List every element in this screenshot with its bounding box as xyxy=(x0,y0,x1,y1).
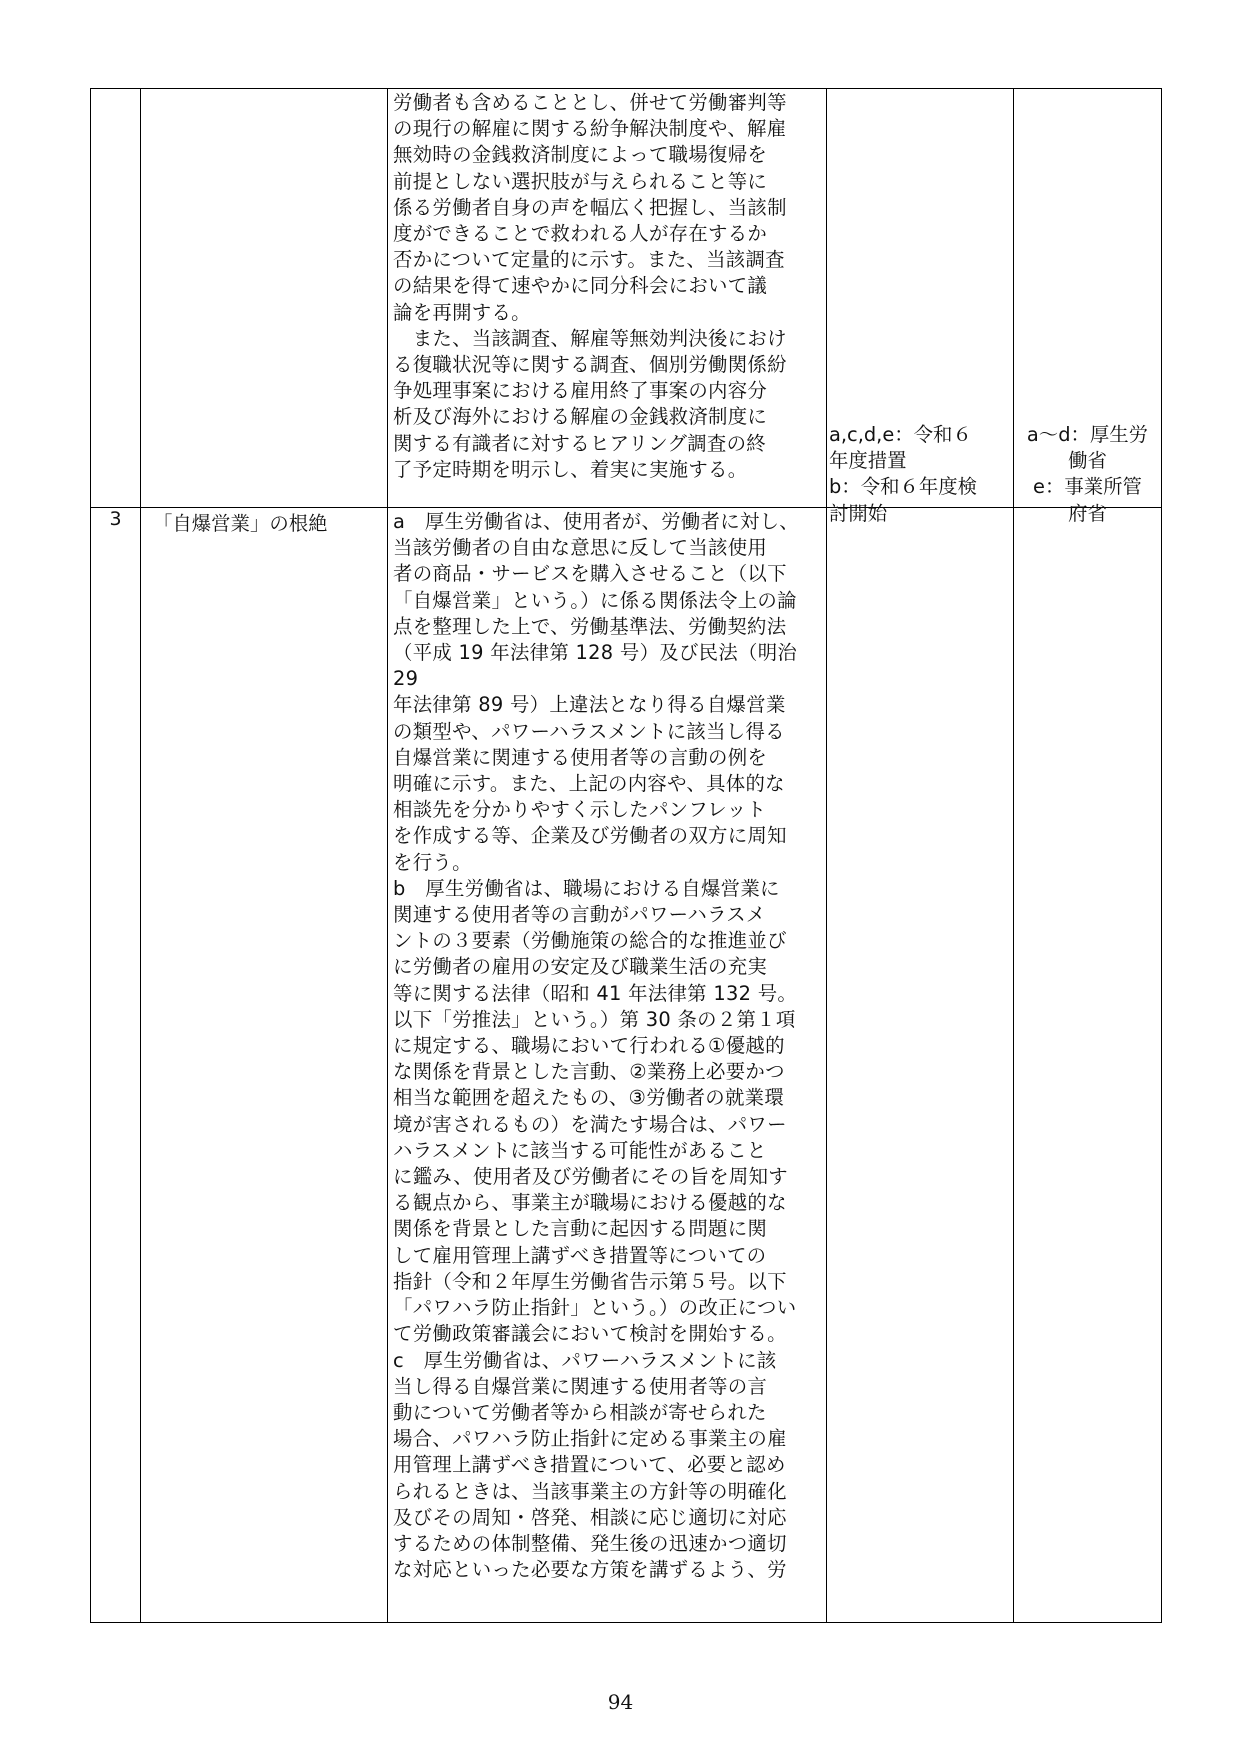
item-number: 3 xyxy=(109,508,122,530)
item-number-cell xyxy=(91,508,141,1623)
item-name-cell xyxy=(141,508,388,1623)
measure-content: 労働者も含めることとし、併せて労働審判等 の現行の解雇に関する紛争解決制度や、解雇 無効時の金銭救済制度によって職場復帰を 前提としない選択肢が与えられること等に 係る労働者自身の声を幅広く把握し、当該制 度ができることで救われる人が存在するか 否かについて定量的に示す。また、当該調査 の結果を得て速やかに同分科会において議 論を再開する。 また、当該調査、解雇等無効判決後におけ る復職状況等に関する調査、個別労働関係紛 争処理事案における雇用終了事案の内容分 析及び海外における解雇の金銭救済制度に 関する有識者に対するヒアリング調査の終 了予定時期を明示し、着実に実施する。 xyxy=(393,91,787,481)
responsible-agency: a～d：厚生労 働省 e：事業所管 府省 xyxy=(1026,423,1149,525)
measure-content: a 厚生労働省は、使用者が、労働者に対し、 当該労働者の自由な意思に反して当該使用 者の商品・サービスを購入させること（以下 「自爆営業」という。）に係る関係法令上の論 点を整理した上で、労働基準法、労働契約法 （平成 19 年法律第 128 号）及び民法（明治 29 年法律第 89 号）上違法となり得る自爆営業 の類型や、パワーハラスメントに該当し得る 自爆営業に関連する使用者等の言動の例を 明確に示す。また、上記の内容や、具体的な 相談先を分かりやすく示したパンフレット を作成する等、企業及び労働者の双方に周知 を行う。 b 厚生労働省は、職場における自爆営業に 関連する使用者等の言動がパワーハラスメ ントの３要素（労働施策の総合的な推進並び に労働者の雇用の安定及び職業生活の充実 等に関する法律（昭和 41 年法律第 132 号。 以下「労推法」という。）第 30 条の２第１項 に規定する、職場において行われる①優越的 な関係を背景とした言動、②業務上必要かつ 相当な範囲を超えたもの、③労働者の就業環 境が害されるもの）を満たす場合は、パワー ハラスメントに該当する可能性があること に鑑み、使用者及び労働者にその旨を周知す る観点から、事業主が職場における優越的な 関係を背景とした言動に起因する問題に関 して雇用管理上講ずべき措置等についての 指針（令和２年厚生労働省告示第５号。以下 「パワハラ防止指針」という。）の改正につい て労働政策審議会において検討を開始する。 c 厚生労働省は、パワーハラスメントに該 当し得る自爆営業に関連する使用者等の言 動について労働者等から相談が寄せられた 場合、パワハラ防止指針に定める事業主の雇 用管理上講ずべき措置について、必要と認め られるときは、当該事業主の方針等の明確化 及びその周知・啓発、相談に応じ適切に対応 するための体制整備、発生後の迅速かつ適切 な対応といった必要な方策を講ずるよう、労 xyxy=(393,510,799,1582)
content-cell xyxy=(388,89,827,508)
measures-table xyxy=(90,88,1162,1623)
page-number: 94 xyxy=(607,1690,634,1714)
agency-cell xyxy=(1014,423,1162,1623)
item-number-cell xyxy=(91,89,141,508)
content-cell xyxy=(388,508,827,1623)
implementation-period: a,c,d,e：令和６ 年度措置 b：令和６年度検 討開始 xyxy=(829,423,978,525)
item-name-cell xyxy=(141,89,388,508)
period-cell xyxy=(827,423,1014,1623)
item-name: 「自爆営業」の根絶 xyxy=(153,512,328,535)
table-row xyxy=(91,508,1162,1623)
